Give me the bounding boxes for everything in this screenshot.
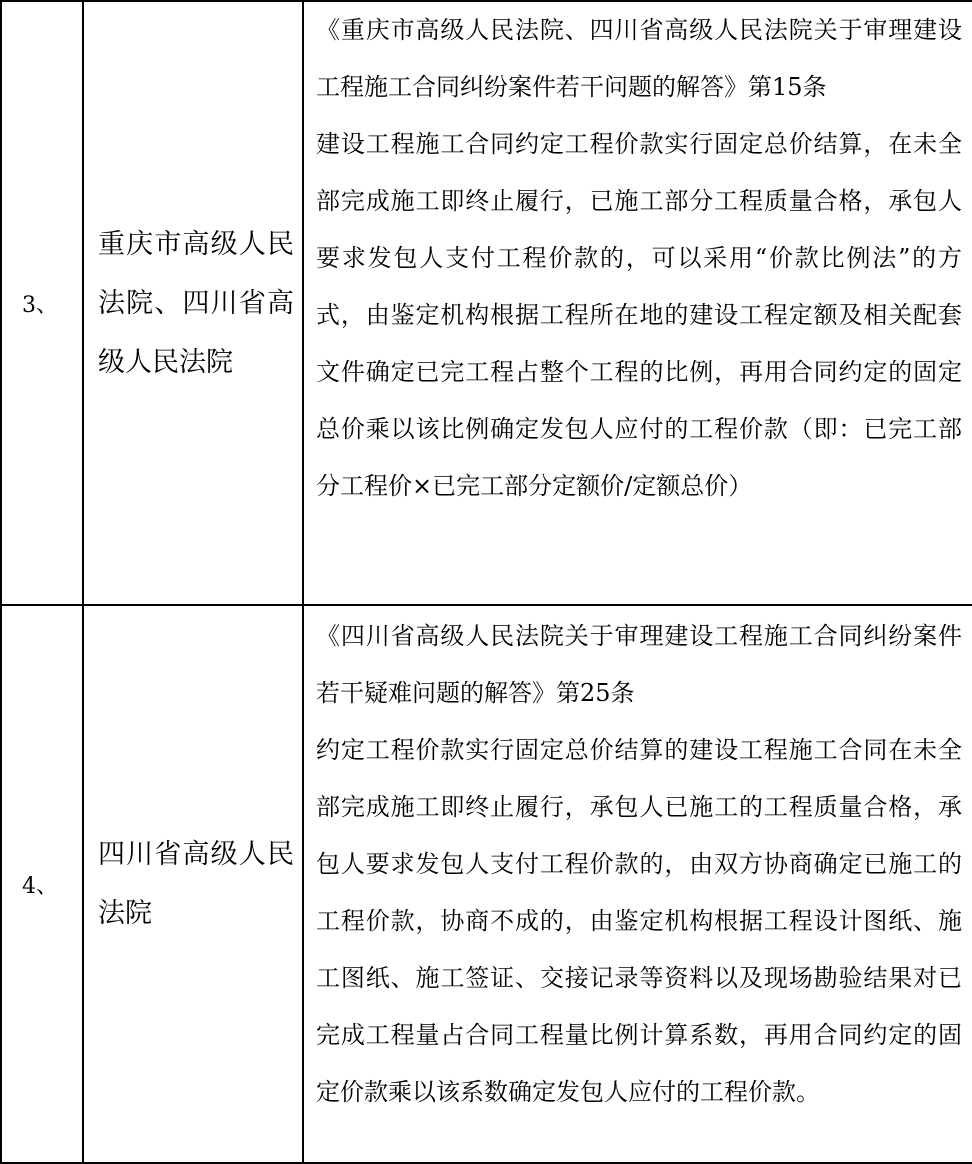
regulation-content: 约定工程价款实行固定总价结算的建设工程施工合同在未全部完成施工即终止履行，承包人已施工的工程质量合格，承包人要求发包人支付工程价款的，由双方协商确定已施工的工程价款，协商不成的，由鉴定机构根据工程设计图纸、施工图纸、施工签证、交接记录等资料以及现场勘验结果对已完成工程量占合同工程量比例计算系数，再用合同约定的固定价款乘以该系数确定发包人应付的工程价款。 [316,736,962,1106]
table-row [1,1,972,605]
court-name: 四川省高级人民法院 [83,605,303,1163]
row-number: 4、 [1,605,83,1163]
regulation-text [303,605,972,1163]
row-number: 3、 [1,1,83,605]
table-row [1,605,972,1163]
regulation-source: 《四川省高级人民法院关于审理建设工程施工合同纠纷案件若干疑难问题的解答》第25条 [316,622,962,707]
regulation-content: 建设工程施工合同约定工程价款实行固定总价结算，在未全部完成施工即终止履行，已施工部分工程质量合格，承包人要求发包人支付工程价款的，可以采用“价款比例法”的方式，由鉴定机构根据工程所在地的建设工程定额及相关配套文件确定已完工程占整个工程的比例，再用合同约定的固定总价乘以该比例确定发包人应付的工程价款（即：已完工部分工程价×已完工部分定额价/定额总价） [316,130,962,500]
court-name: 重庆市高级人民法院、四川省高级人民法院 [83,1,303,605]
regulation-text [303,1,972,605]
regulation-source: 《重庆市高级人民法院、四川省高级人民法院关于审理建设工程施工合同纠纷案件若干问题的解答》第15条 [316,16,962,101]
